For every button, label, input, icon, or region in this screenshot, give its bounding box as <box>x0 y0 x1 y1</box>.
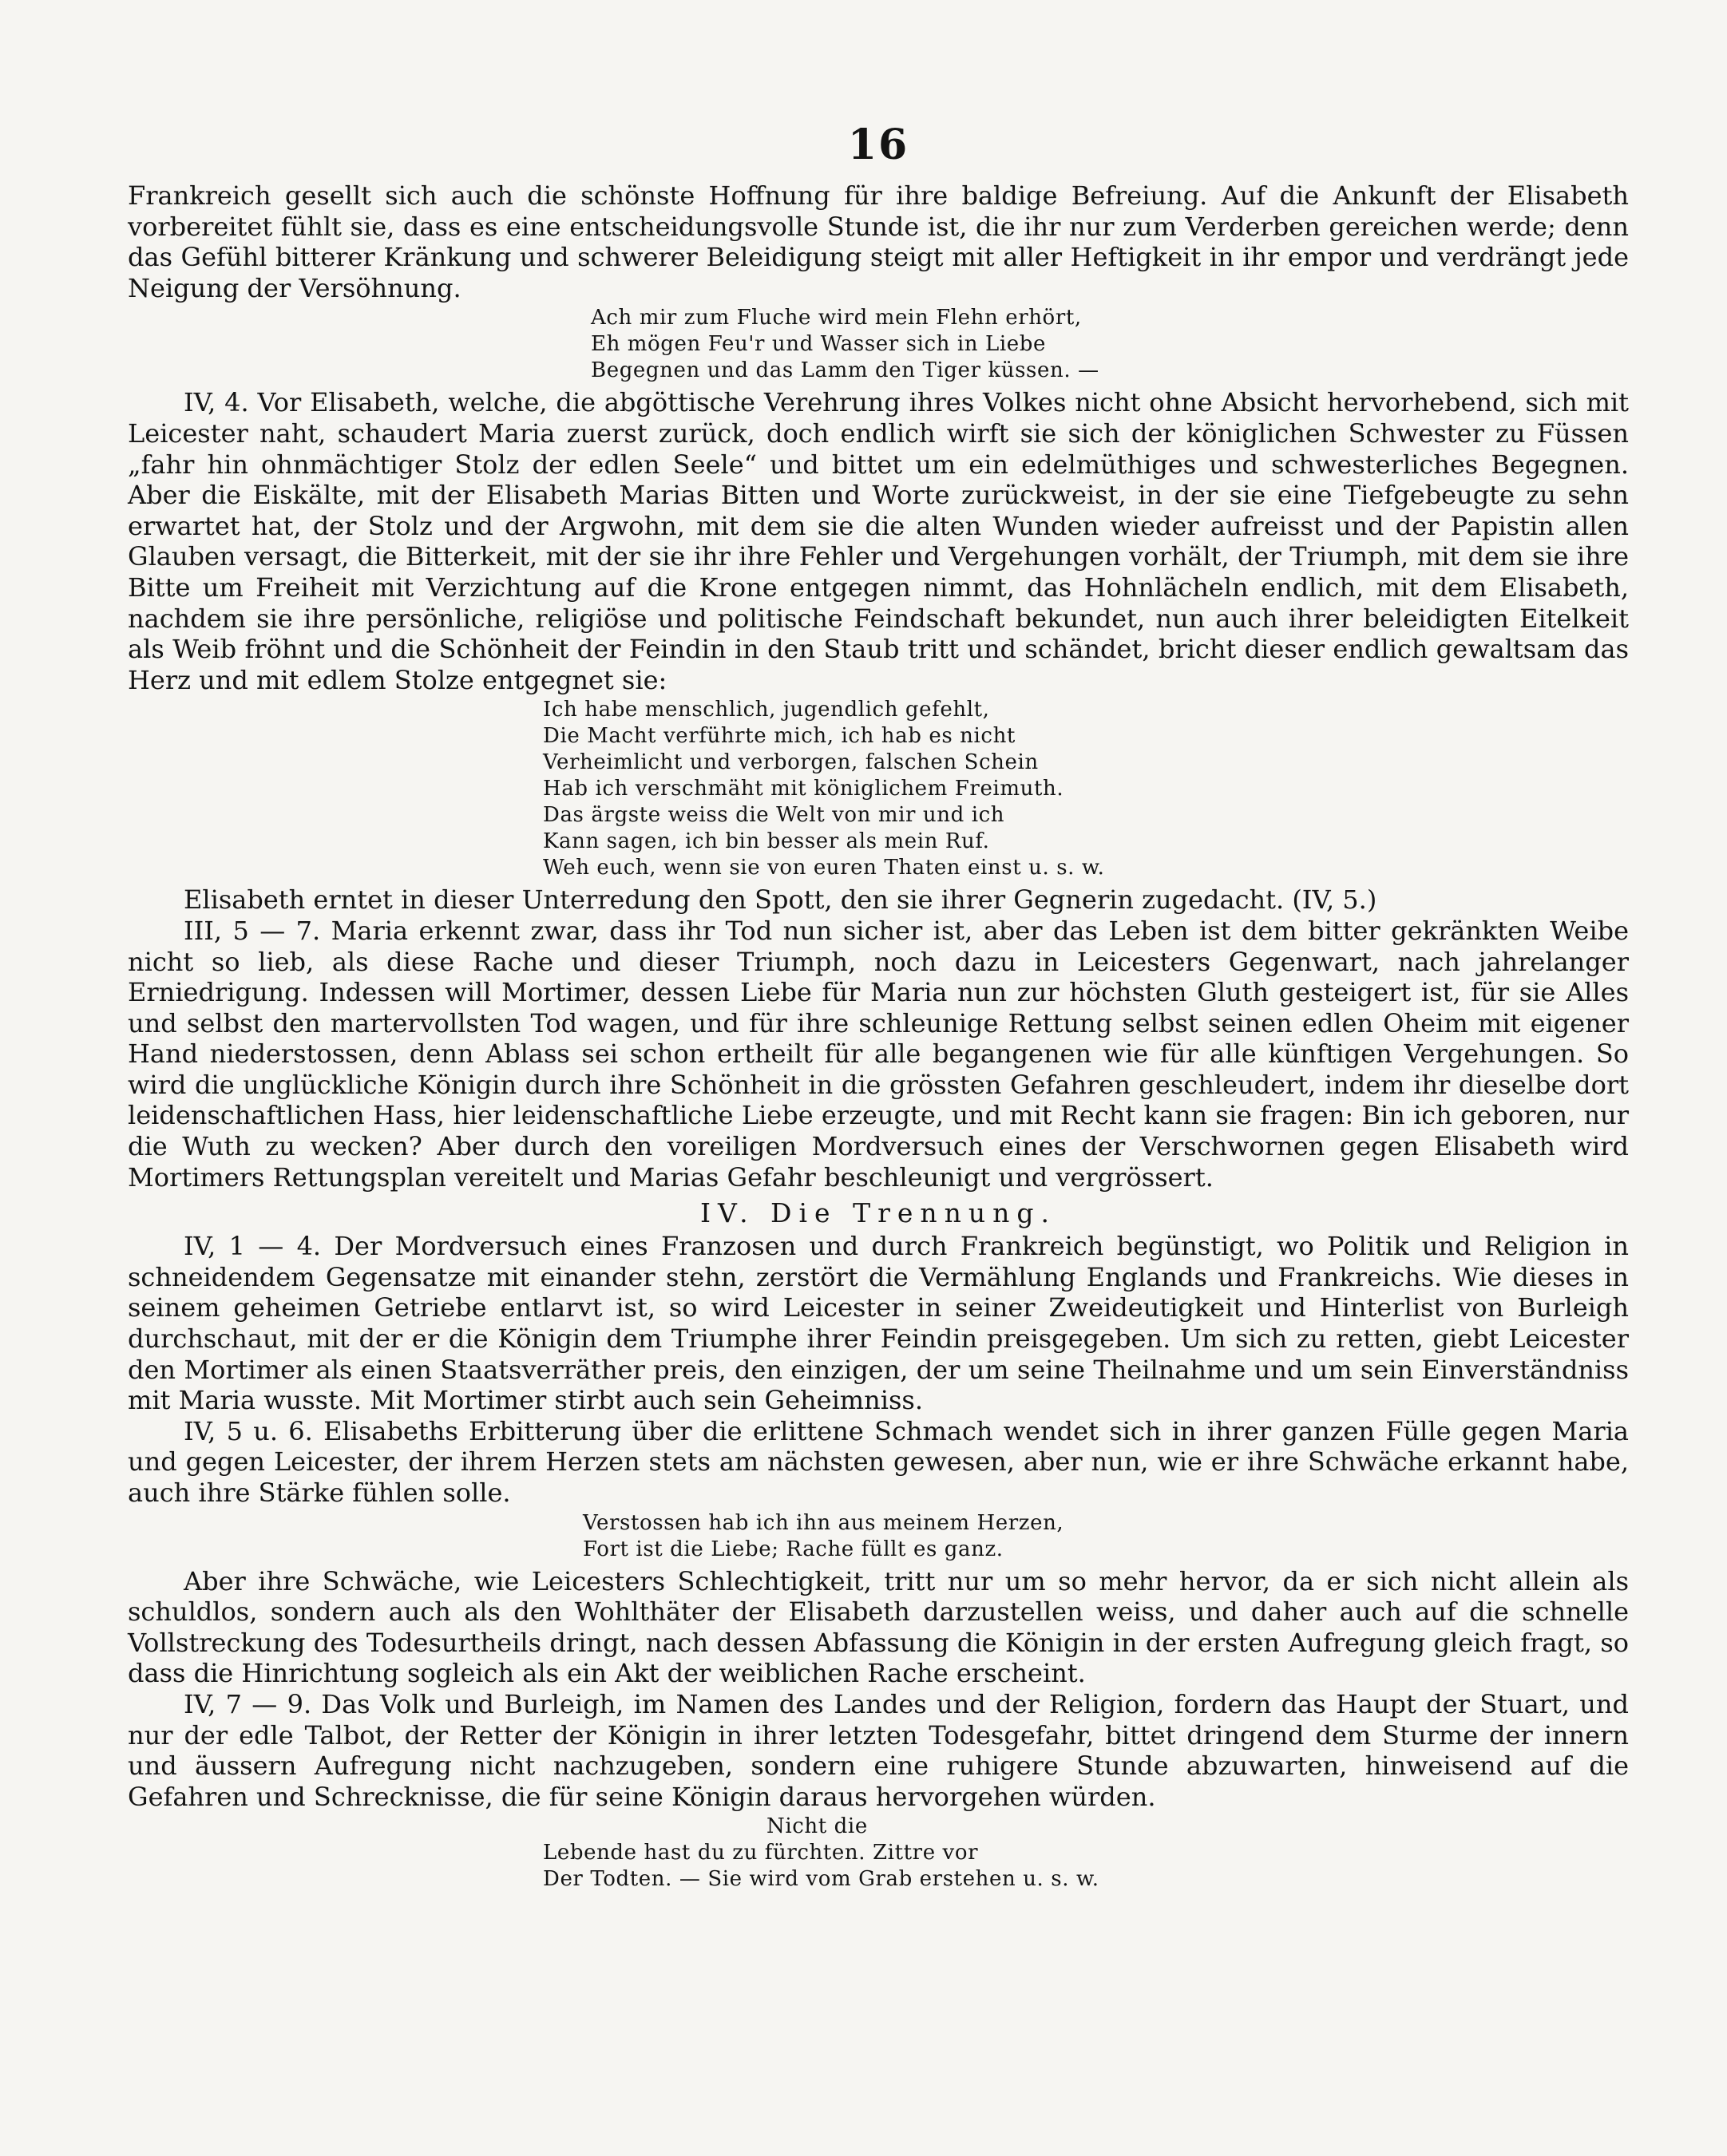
paragraph-iv-7-9: IV, 7 — 9. Das Volk und Burleigh, im Namen des Landes und der Religion, fordern das Haupt der Stuart, und nur der edle Talbot, der Retter der Königin in ihrer letzten Todesgefahr, bittet dringend dem Sturme der innern und äussern Aufregung nicht nachzugeben, sondern eine ruhigere Stunde abzuwarten, hinweisend auf die Gefahren und Schrecknisse, die für seine Königin daraus hervorgehen würden. <box>128 1688 1629 1812</box>
verse-line: Eh mögen Feu'r und Wasser sich in Liebe <box>591 332 1047 357</box>
verse-line: Ach mir zum Fluche wird mein Flehn erhört, <box>591 306 1082 330</box>
paragraph-iv-5-6: IV, 5 u. 6. Elisabeths Erbitterung über die erlittene Schmach wendet sich in ihrer ganzen Fülle gegen Maria und gegen Leicester, der ihrem Herzen stets am nächsten gewesen, aber nun, wie er ihre Schwäche erkannt habe, auch ihre Stärke fühlen solle. <box>128 1415 1629 1508</box>
section-heading: IV. Die Trennung. <box>699 1197 1057 1229</box>
verse-line: Verstossen hab ich ihn aus meinem Herzen, <box>583 1510 1064 1535</box>
paragraph-iii-5-7: III, 5 — 7. Maria erkennt zwar, dass ihr Tod nun sicher ist, aber das Leben ist dem bitter gekränkten Weibe nicht so lieb, als diese Rache und dieser Triumph, noch dazu in Leicesters Gegenwart, nach jahrelanger Erniedrigung. Indessen will Mortimer, dessen Liebe für Maria nun zur höchsten Gluth gesteigert ist, für sie Alles und selbst den martervollsten Tod wagen, und für ihre schleunige Rettung selbst seinen edlen Oheim mit eigener Hand niederstossen, denn Ablass sei schon ertheilt für alle begangenen wie für alle künftigen Vergehungen. So wird die unglückliche Königin durch ihre Schönheit in die grössten Gefahren geschleudert, indem ihr dieselbe dort leidenschaftlichen Hass, hier leidenschaftliche Liebe erzeugte, und mit Recht kann sie fragen: Bin ich geboren, nur die Wuth zu wecken? Aber durch den voreiligen Mordversuch eines der Verschwornen gegen Elisabeth wird Mortimers Rettungsplan vereitelt und Marias Gefahr beschleunigt und vergrössert. <box>128 915 1629 1193</box>
paragraph-intro: Frankreich gesellt sich auch die schönste Hoffnung für ihre baldige Befreiung. Auf die Ankunft der Elisabeth vorbereitet fühlt sie, dass es eine entscheidungsvolle Stunde ist, die ihr nur zum Verderben gereichen werde; denn das Gefühl bitterer Kränkung und schwerer Beleidigung steigt mit aller Heftigkeit in ihr empor und verdrängt jede Neigung der Versöhnung. <box>128 180 1629 303</box>
verse-talbot <box>543 1814 1629 1893</box>
verse-line: Ich habe menschlich, jugendlich gefehlt, <box>543 698 990 722</box>
verse-line: Die Macht verführte mich, ich hab es nicht <box>543 724 1016 749</box>
verse-line: Nicht die <box>766 1814 868 1839</box>
verse-line: Lebende hast du zu fürchten. Zittre vor <box>543 1841 979 1865</box>
paragraph-iv-4: IV, 4. Vor Elisabeth, welche, die abgöttische Verehrung ihres Volkes nicht ohne Absicht hervorhebend, sich mit Leicester naht, schaudert Maria zuerst zurück, doch endlich wirft sie sich der königlichen Schwester zu Füssen „fahr hin ohnmächtiger Stolz der edlen Seele“ und bittet um ein edelmüthiges und schwesterliches Begegnen. Aber die Eiskälte, mit der Elisabeth Marias Bitten und Worte zurückweist, in der sie eine Tiefgebeugte zu sehn erwartet hat, der Stolz und der Argwohn, mit dem sie die alten Wunden wieder aufreisst und der Papistin allen Glauben versagt, die Bitterkeit, mit der sie ihr ihre Fehler und Vergehungen vorhält, der Triumph, mit dem sie ihre Bitte um Freiheit mit Verzichtung auf die Krone entgegen nimmt, das Hohnlächeln endlich, mit dem Elisabeth, nachdem sie ihre persönliche, religiöse und politische Feindschaft bekundet, nun auch ihrer beleidigten Eitelkeit als Weib fröhnt und die Schönheit der Feindin in den Staub tritt und schändet, bricht dieser endlich gewaltsam das Herz und mit edlem Stolze entgegnet sie: <box>128 387 1629 695</box>
verse-verstossen <box>583 1510 1629 1563</box>
page-number: 16 <box>847 121 909 169</box>
verse-line: Hab ich verschmäht mit königlichem Freimuth. <box>543 777 1064 801</box>
verse-maria-reply <box>543 697 1629 881</box>
page-content <box>128 120 1629 1896</box>
paragraph-iv-1-4: IV, 1 — 4. Der Mordversuch eines Franzosen und durch Frankreich begünstigt, wo Politik und Religion in schneidendem Gegensatze mit einander stehn, zerstört die Vermählung Englands und Frankreichs. Wie dieses in seinem geheimen Getriebe entlarvt ist, so wird Leicester in seiner Zweideutigkeit und Hinterlist von Burleigh durchschaut, mit der er die Königin dem Triumphe ihrer Feindin preisgegeben. Um sich zu retten, giebt Leicester den Mortimer als einen Staatsverräther preis, den einzigen, der um seine Theilnahme und um sein Einverständniss mit Maria wusste. Mit Mortimer stirbt auch sein Geheimniss. <box>128 1231 1629 1416</box>
verse-line: Kann sagen, ich bin besser als mein Ruf. <box>543 829 990 854</box>
verse-line: Das ärgste weiss die Welt von mir und ich <box>543 803 1005 828</box>
verse-curse <box>591 305 1629 384</box>
verse-line: Weh euch, wenn sie von euren Thaten einst u. s. w. <box>543 856 1105 880</box>
paragraph-elisabeth-spott: Elisabeth erntet in dieser Unterredung den Spott, den sie ihrer Gegnerin zugedacht. (IV, 5.) <box>184 884 1377 916</box>
verse-line: Der Todten. — Sie wird vom Grab erstehen u. s. w. <box>543 1867 1099 1892</box>
verse-line: Verheimlicht und verborgen, falschen Schein <box>543 750 1039 775</box>
verse-line: Fort ist die Liebe; Rache füllt es ganz. <box>583 1537 1004 1561</box>
paragraph-schwaeche: Aber ihre Schwäche, wie Leicesters Schlechtigkeit, tritt nur um so mehr hervor, da er sich nicht allein als schuldlos, sondern auch als den Wohlthäter der Elisabeth darzustellen weiss, und daher auch auf die schnelle Vollstreckung des Todesurtheils dringt, nach dessen Abfassung die Königin in der ersten Aufregung gleich fragt, so dass die Hinrichtung sogleich als ein Akt der weiblichen Rache erscheint. <box>128 1565 1629 1689</box>
verse-line: Begegnen und das Lamm den Tiger küssen. — <box>591 358 1099 383</box>
